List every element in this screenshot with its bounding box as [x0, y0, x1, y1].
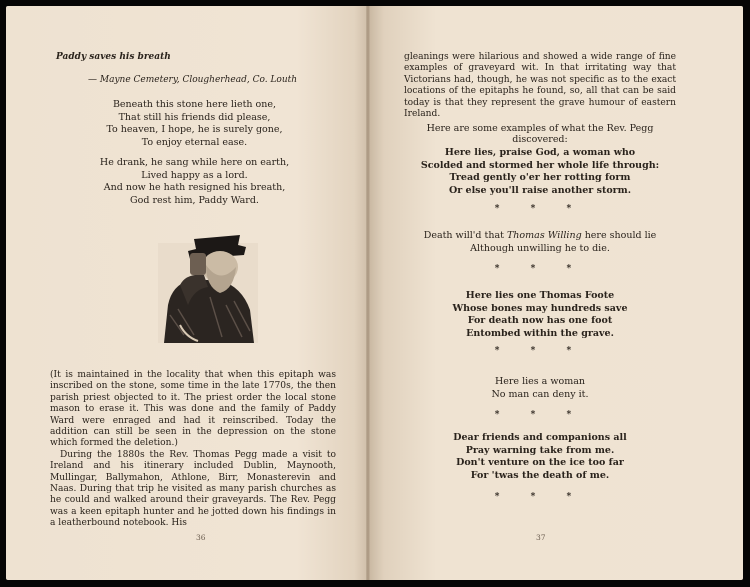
verse-line: And now he hath resigned his breath,	[103, 182, 286, 193]
verse-line: Here lies one Thomas Foote	[465, 290, 615, 301]
verse-line: Or else you'll raise another storm.	[448, 184, 632, 196]
left-prose	[50, 370, 336, 530]
separator-stars: * * *	[494, 346, 586, 356]
drinking-man-illustration	[150, 225, 260, 345]
separator-stars: * * *	[494, 264, 586, 274]
separator-stars: * * *	[494, 492, 586, 502]
verse-stanza-1	[97, 99, 292, 149]
verse-line: Although unwilling he to die.	[470, 242, 610, 254]
verse-line: God rest him, Paddy Ward.	[130, 194, 259, 206]
verse-line: That still his friends did please,	[118, 111, 271, 123]
verse-line: Don't venture on the ice too far	[456, 457, 624, 468]
paragraph: During the 1880s the Rev. Thomas Pegg made a visit to Ireland and his itinerary included Dublin, Maynooth, Mullingar, Ballymahon, Athlone, Birr, Monasterevin and Naas. During that trip he visited as many parish churches as he could and walked around their graveyards. The Rev. Pegg was a keen epitaph hunter and he jotted down his findings in a leatherbound notebook. His	[50, 449, 336, 529]
epitaph-thomas-foote	[404, 290, 676, 340]
verse-line: Pray warning take from me.	[465, 444, 615, 456]
paragraph: gleanings were hilarious and showed a wide range of fine examples of graveyard wit. In that irritating way that Victorians had, though, he was not specific as to the exact locations of the epitaphs he found, so, all that can be said today is that they represent the grave humour of eastern Ireland.	[404, 52, 676, 120]
verse-line	[404, 230, 676, 243]
epitaph-thomas-willing	[404, 230, 676, 255]
epitaph-ice-warning	[404, 432, 676, 482]
verse-stanza-2	[97, 157, 292, 207]
separator-stars: * * *	[494, 410, 586, 420]
verse-line: Scolded and stormed her whole life through:	[420, 159, 660, 171]
epitaph-title: Paddy saves his breath	[56, 52, 171, 62]
verse-line: For 'twas the death of me.	[470, 469, 610, 481]
page-number-left: 36	[196, 533, 206, 542]
verse-line: To heaven, I hope, he is surely gone,	[106, 124, 283, 135]
epitaph-location: — Mayne Cemetery, Clougherhead, Co. Louth	[88, 75, 298, 85]
verse-line: Whose bones may hundreds save	[452, 302, 628, 314]
epitaph-woman-scolded	[404, 147, 676, 197]
epitaph-woman	[404, 376, 676, 401]
verse-line: To enjoy eternal ease.	[141, 136, 248, 148]
verse-line: Beneath this stone here lieth one,	[112, 99, 277, 110]
verse-prefix: Death will'd that	[423, 230, 507, 241]
verse-line: For death now has one foot	[467, 315, 613, 326]
book-gutter	[366, 6, 370, 580]
verse-line: Entombed within the grave.	[466, 327, 614, 339]
verse-line: He drank, he sang while here on earth,	[99, 157, 290, 168]
paragraph: (It is maintained in the locality that when this epitaph was inscribed on the stone, some time in the late 1770s, the then parish priest objected to it. The priest order the local stone mason to erase it. This was done and the family of Paddy Ward were enraged and had it reinscribed. Today the addition can still be seen in the depression on the stone which formed the deletion.)	[50, 370, 336, 449]
separator-stars: * * *	[494, 204, 586, 214]
verse-line: Dear friends and companions all	[453, 432, 627, 443]
verse-name: Thomas Willing	[506, 230, 582, 241]
verse-line: Tread gently o'er her rotting form	[449, 172, 631, 183]
page-number-right: 37	[536, 533, 546, 542]
verse-line: Here lies, praise God, a woman who	[444, 147, 636, 158]
verse-line: Lived happy as a lord.	[141, 169, 248, 181]
verse-line: No man can deny it.	[491, 388, 589, 400]
verse-line: Here lies a woman	[494, 376, 585, 387]
right-prose	[404, 52, 676, 120]
verse-suffix: here should lie	[581, 230, 657, 241]
examples-intro: Here are some examples of what the Rev. Pegg discovered:	[426, 123, 654, 145]
